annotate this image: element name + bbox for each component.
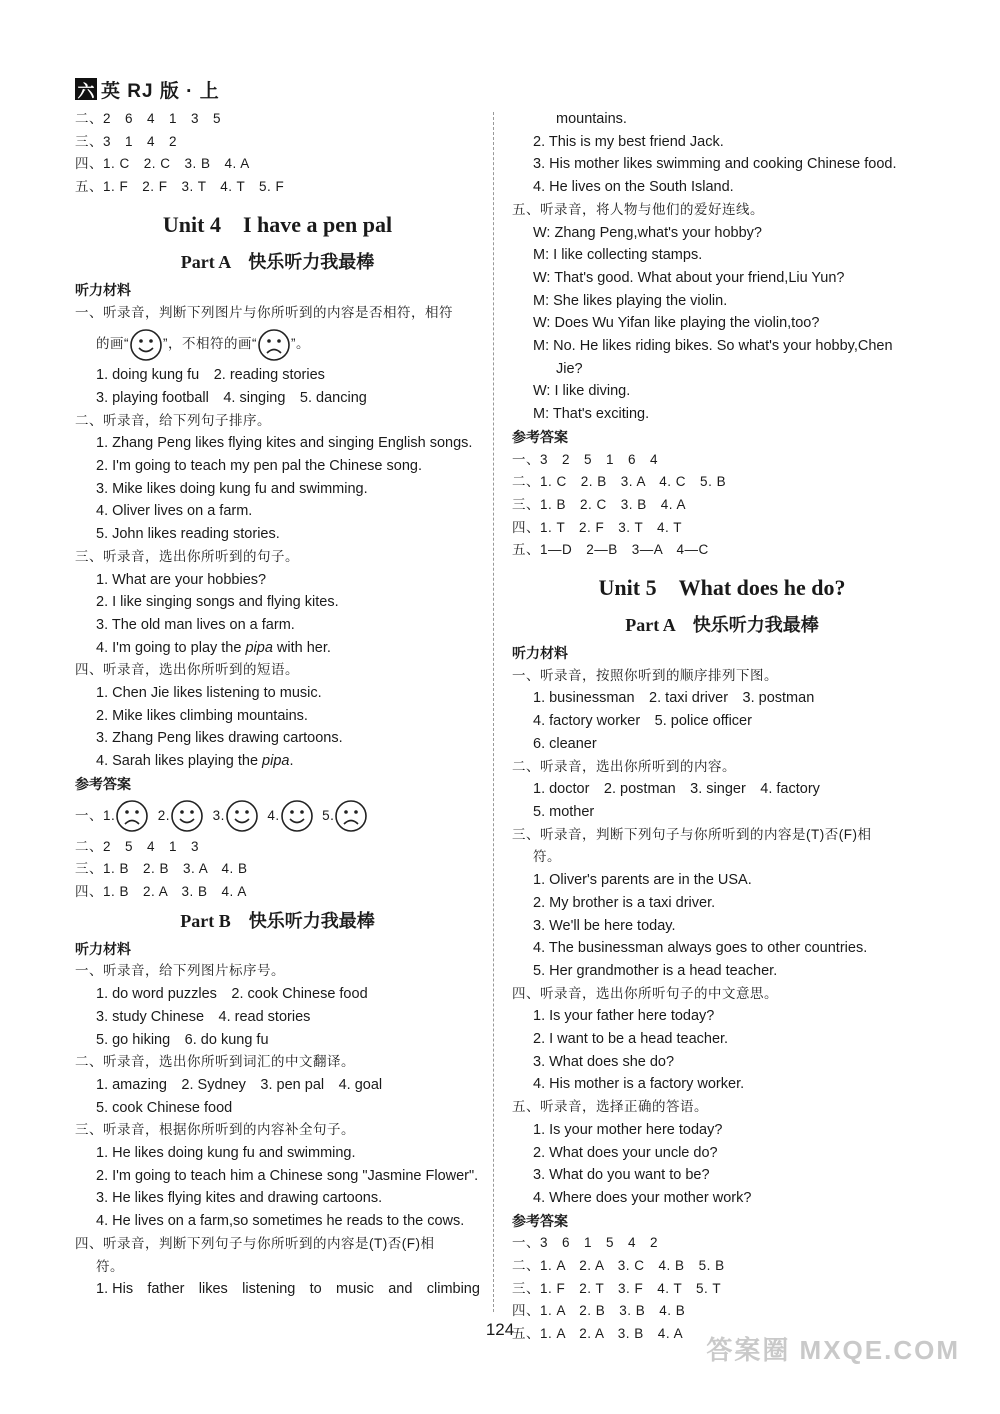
list-item: 4. Where does your mother work? (533, 1189, 752, 1206)
list-item: 4. He lives on the South Island. (533, 179, 734, 196)
list-item-cont: mountains. (556, 111, 627, 127)
question-title: 二、听录音，选出你所听到词汇的中文翻译。 (75, 1054, 355, 1070)
list-item: 3. The old man lives on a farm. (96, 616, 295, 633)
list-item: 5. Her grandmother is a head teacher. (533, 962, 778, 979)
list-item: 1. Oliver's parents are in the USA. (533, 872, 752, 889)
dialog-line-cont: Jie? (556, 360, 583, 377)
question-title-cont: 的画“ ”，不相符的画“ ”。 (75, 324, 480, 364)
list-item: 3. study Chinese 4. read stories (96, 1008, 311, 1025)
list-item: 4. I'm going to play the pipa with her. (96, 639, 331, 656)
list-item: 5. mother (533, 803, 595, 820)
list-item: 5. go hiking 6. do kung fu (96, 1031, 269, 1048)
section-label: 听力材料 (75, 940, 131, 957)
list-item: 1. His father likes listening to music and climbing (96, 1281, 480, 1298)
list-item: 2. This is my best friend Jack. (533, 133, 724, 150)
list-item: 4. He lives on a farm,so sometimes he reads to the cows. (96, 1213, 465, 1230)
list-item: 1. Is your father here today? (533, 1008, 715, 1025)
answer-line: 四、1. T 2. F 3. T 4. T (512, 519, 683, 535)
answer-label: 参考答案 (512, 1212, 568, 1229)
list-item: 2. What does your uncle do? (533, 1144, 718, 1161)
question-title: 三、听录音，选出你所听到的句子。 (75, 548, 299, 564)
answer-line: 五、1. A 2. A 3. B 4. A (512, 1326, 684, 1342)
answer-line: 五、1—D 2—B 3—A 4—C (512, 542, 709, 558)
list-item: 2. My brother is a taxi driver. (533, 894, 716, 911)
list-item: 3. Zhang Peng likes drawing cartoons. (96, 730, 343, 747)
happy-face-icon (170, 799, 204, 833)
answer-label: 参考答案 (512, 428, 568, 445)
dialog-line: M: She likes playing the violin. (533, 292, 728, 309)
list-item: 1. Zhang Peng likes flying kites and singing English songs. (96, 435, 473, 452)
list-item: 1. Chen Jie likes listening to music. (96, 685, 322, 702)
answer-label: 参考答案 (75, 775, 131, 792)
happy-face-icon (225, 799, 259, 833)
answer-line: 二、1. C 2. B 3. A 4. C 5. B (512, 474, 727, 490)
dialog-line: W: That's good. What about your friend,Liu Yun? (533, 269, 845, 286)
question-title: 一、听录音，给下列图片标序号。 (75, 963, 285, 979)
answer-line: 二、2 6 4 1 3 5 (75, 111, 222, 126)
sad-face-icon (334, 799, 368, 833)
list-item: 1. Is your mother here today? (533, 1121, 723, 1138)
list-item: 4. factory worker 5. police officer (533, 713, 752, 730)
list-item: 1. businessman 2. taxi driver 3. postman (533, 690, 815, 707)
watermark: 答案圈 MXQE.COM (706, 1335, 960, 1365)
answer-line: 四、1. C 2. C 3. B 4. A (75, 156, 250, 172)
list-item: 2. I like singing songs and flying kites. (96, 594, 339, 611)
question-title-cont: 符。 (96, 1258, 124, 1274)
question-title: 二、听录音，选出你所听到的内容。 (512, 758, 736, 774)
answer-line: 二、2 5 4 1 3 (75, 838, 200, 854)
face-answers: 一、1. 2. 3. 4. 5. (75, 796, 480, 836)
question-title: 一、听录音，判断下列图片与你所听到的内容是否相符，相符 (75, 304, 453, 320)
answer-line: 三、1. B 2. B 3. A 4. B (75, 861, 248, 877)
section-label: 听力材料 (512, 645, 568, 662)
right-column (512, 108, 932, 1346)
question-title: 三、听录音，根据你所听到的内容补全句子。 (75, 1122, 355, 1138)
list-item: 3. Mike likes doing kung fu and swimming. (96, 480, 368, 497)
list-item: 2. Mike likes climbing mountains. (96, 707, 308, 724)
answer-line: 四、1. A 2. B 3. B 4. B (512, 1303, 686, 1319)
dialog-line: M: That's exciting. (533, 406, 650, 423)
sad-face-icon (115, 799, 149, 833)
list-item: 4. Oliver lives on a farm. (96, 503, 253, 520)
list-item: 3. What does she do? (533, 1053, 675, 1070)
header-title: 英 RJ 版 · 上 (101, 80, 220, 102)
list-item: 3. playing football 4. singing 5. dancing (96, 389, 367, 406)
list-item: 3. His mother likes swimming and cooking Chinese food. (533, 156, 897, 173)
list-item: 1. doctor 2. postman 3. singer 4. factory (533, 781, 820, 798)
list-item: 1. do word puzzles 2. cook Chinese food (96, 986, 368, 1003)
list-item: 3. We'll be here today. (533, 917, 676, 934)
answer-line: 一、3 6 1 5 4 2 (512, 1235, 659, 1251)
answer-line: 四、1. B 2. A 3. B 4. A (75, 883, 247, 899)
list-item: 5. cook Chinese food (96, 1099, 233, 1116)
question-title: 二、听录音，给下列句子排序。 (75, 412, 271, 428)
question-title: 三、听录音，判断下列句子与你所听到的内容是(T)否(F)相 (512, 826, 872, 842)
page-number: 124 (485, 1320, 515, 1339)
list-item: 5. John likes reading stories. (96, 526, 280, 543)
question-title: 四、听录音，选出你所听句子的中文意思。 (512, 985, 778, 1001)
answer-line: 二、1. A 2. A 3. C 4. B 5. B (512, 1258, 725, 1274)
dialog-line: W: Zhang Peng,what's your hobby? (533, 224, 762, 241)
answer-line: 三、1. B 2. C 3. B 4. A (512, 496, 687, 512)
section-label: 听力材料 (75, 281, 131, 298)
list-item: 4. The businessman always goes to other countries. (533, 940, 868, 957)
list-item: 1. doing kung fu 2. reading stories (96, 367, 325, 384)
answer-line: 三、1. F 2. T 3. F 4. T 5. T (512, 1280, 722, 1296)
list-item: 4. His mother is a factory worker. (533, 1076, 745, 1093)
list-item: 3. He likes flying kites and drawing cartoons. (96, 1190, 383, 1207)
dialog-line: W: Does Wu Yifan like playing the violin,too? (533, 315, 820, 332)
part-title: Part A 快乐听力我最棒 (180, 251, 375, 272)
unit-title: Unit 4 I have a pen pal (162, 211, 393, 237)
question-title: 四、听录音，判断下列句子与你所听到的内容是(T)否(F)相 (75, 1235, 435, 1251)
happy-face-icon (129, 328, 163, 362)
grade-badge: 六 (75, 78, 97, 100)
list-item: 1. He likes doing kung fu and swimming. (96, 1145, 356, 1162)
happy-face-icon (280, 799, 314, 833)
answer-line: 一、3 2 5 1 6 4 (512, 451, 659, 467)
part-title: Part B 快乐听力我最棒 (180, 910, 375, 931)
part-title: Part A 快乐听力我最棒 (625, 615, 819, 636)
dialog-line: M: No. He likes riding bikes. So what's your hobby,Chen (533, 338, 893, 355)
unit-title: Unit 5 What does he do? (598, 575, 846, 601)
question-title: 五、听录音，选择正确的答语。 (512, 1099, 708, 1115)
question-title: 四、听录音，选出你所听到的短语。 (75, 662, 299, 678)
list-item: 6. cleaner (533, 735, 597, 752)
question-title: 一、听录音，按照你听到的顺序排列下图。 (512, 667, 778, 683)
list-item: 3. What do you want to be? (533, 1167, 710, 1184)
list-item: 2. I want to be a head teacher. (533, 1031, 729, 1048)
column-divider (493, 112, 494, 1312)
answer-line: 三、3 1 4 2 (75, 133, 178, 149)
list-item: 4. Sarah likes playing the pipa. (96, 753, 294, 770)
left-column (75, 108, 480, 1301)
list-item: 1. amazing 2. Sydney 3. pen pal 4. goal (96, 1076, 383, 1093)
list-item: 2. I'm going to teach my pen pal the Chinese song. (96, 458, 422, 475)
sad-face-icon (257, 328, 291, 362)
answer-line: 五、1. F 2. F 3. T 4. T 5. F (75, 179, 285, 195)
question-title: 五、听录音，将人物与他们的爱好连线。 (512, 201, 764, 217)
list-item: 2. I'm going to teach him a Chinese song "Jasmine Flower". (96, 1167, 479, 1184)
list-item: 1. What are your hobbies? (96, 571, 267, 588)
dialog-line: W: I like diving. (533, 383, 631, 400)
dialog-line: M: I like collecting stamps. (533, 247, 703, 264)
page-header (75, 76, 220, 102)
question-title-cont: 符。 (533, 849, 561, 865)
